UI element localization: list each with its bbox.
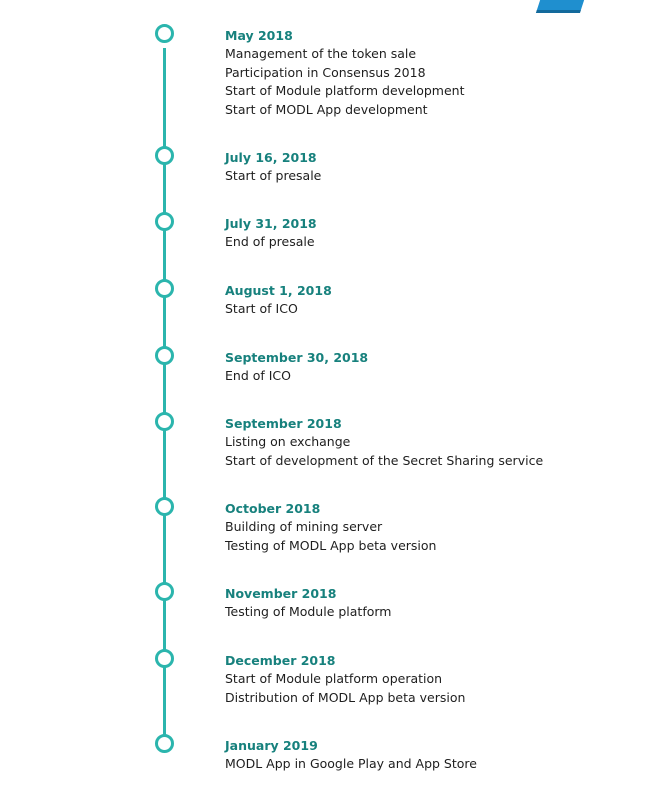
milestone-item: Management of the token sale bbox=[225, 46, 417, 61]
milestone-date: May 2018 bbox=[225, 28, 293, 43]
milestone-item: Start of MODL App development bbox=[225, 101, 428, 117]
milestone-date: September 2018 bbox=[225, 416, 342, 431]
milestone-node-icon bbox=[155, 212, 174, 231]
milestone-node-icon bbox=[155, 582, 174, 601]
milestone-item: Start of presale bbox=[225, 168, 322, 183]
milestone-date: August 1, 2018 bbox=[225, 283, 332, 298]
milestone-date: September 30, 2018 bbox=[225, 350, 369, 365]
milestone-node-icon bbox=[155, 346, 174, 365]
milestone-content bbox=[225, 215, 317, 252]
milestone-date: December 2018 bbox=[225, 653, 336, 668]
milestone-item: Listing on exchange bbox=[225, 434, 351, 449]
milestone-item: Start of ICO bbox=[225, 301, 298, 316]
milestone-item: Building of mining server bbox=[225, 519, 383, 534]
milestone-item: Testing of MODL App beta version bbox=[225, 537, 437, 553]
milestone-date: October 2018 bbox=[225, 501, 321, 516]
milestone-item: MODL App in Google Play and App Store bbox=[225, 756, 477, 771]
milestone-item: End of ICO bbox=[225, 368, 292, 383]
milestone-node-icon bbox=[155, 497, 174, 516]
milestone-content bbox=[225, 149, 321, 186]
milestone-content bbox=[225, 500, 436, 555]
milestone-content bbox=[225, 349, 368, 386]
milestone-item: End of presale bbox=[225, 234, 315, 249]
milestone-content bbox=[225, 737, 477, 774]
milestone-item: Testing of Module platform bbox=[225, 604, 392, 619]
milestone-node-icon bbox=[155, 649, 174, 668]
milestone-node-icon bbox=[155, 412, 174, 431]
milestone-content bbox=[225, 652, 465, 707]
milestone-date: January 2019 bbox=[225, 738, 318, 753]
milestone-node-icon bbox=[155, 146, 174, 165]
milestone-node-icon bbox=[155, 279, 174, 298]
milestone-node-icon bbox=[155, 734, 174, 753]
milestone-content bbox=[225, 27, 465, 119]
milestone-item: Start of Module platform development bbox=[225, 83, 465, 98]
milestone-content bbox=[225, 585, 391, 622]
milestone-date: November 2018 bbox=[225, 586, 337, 601]
milestone-item: Distribution of MODL App beta version bbox=[225, 689, 466, 705]
milestone-date: July 16, 2018 bbox=[225, 150, 317, 165]
milestone-date: July 31, 2018 bbox=[225, 216, 317, 231]
milestone-item: Participation in Consensus 2018 bbox=[225, 64, 426, 80]
milestone-content bbox=[225, 282, 332, 319]
decorative-corner-shape bbox=[536, 0, 586, 13]
milestone-item: Start of development of the Secret Sharing service bbox=[225, 452, 544, 468]
milestone-item: Start of Module platform operation bbox=[225, 671, 443, 686]
milestone-node-icon bbox=[155, 24, 174, 43]
milestone-content bbox=[225, 415, 543, 470]
